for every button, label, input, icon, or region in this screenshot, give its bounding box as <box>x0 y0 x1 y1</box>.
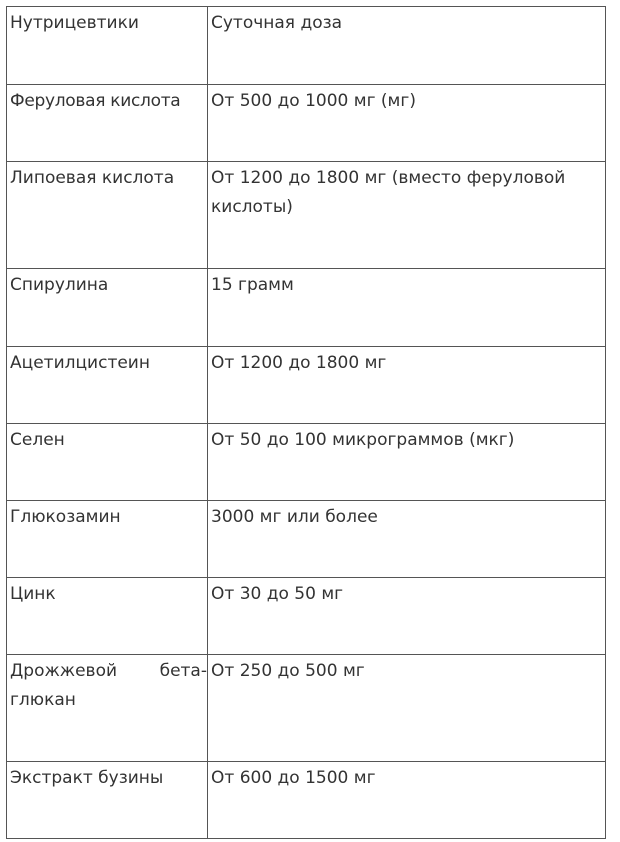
table-row <box>7 85 606 162</box>
table-header-row <box>7 7 606 85</box>
nutrient-name: Дрожжевой бета-глюкан <box>7 655 208 762</box>
table-row <box>7 501 606 578</box>
nutrient-name: Экстракт бузины <box>7 762 208 839</box>
nutrient-dose: От 30 до 50 мг <box>208 578 606 655</box>
nutrient-dose: 3000 мг или более <box>208 501 606 578</box>
nutraceuticals-table <box>6 6 606 839</box>
nutrient-dose: От 50 до 100 микрограммов (мкг) <box>208 424 606 501</box>
nutrient-dose: От 500 до 1000 мг (мг) <box>208 85 606 162</box>
nutrient-name: Селен <box>7 424 208 501</box>
table-row <box>7 578 606 655</box>
table-row <box>7 269 606 347</box>
nutrient-name: Спирулина <box>7 269 208 347</box>
nutrient-name: Цинк <box>7 578 208 655</box>
nutrient-dose: От 600 до 1500 мг <box>208 762 606 839</box>
nutrient-dose: От 1200 до 1800 мг <box>208 347 606 424</box>
nutrient-name: Феруловая кислота <box>7 85 208 162</box>
table-row <box>7 162 606 269</box>
nutrient-dose: 15 грамм <box>208 269 606 347</box>
table-row <box>7 424 606 501</box>
header-daily-dose: Суточная доза <box>208 7 606 85</box>
table-row <box>7 762 606 839</box>
nutrient-name: Глюкозамин <box>7 501 208 578</box>
nutrient-dose: От 250 до 500 мг <box>208 655 606 762</box>
nutrient-name: Ацетилцистеин <box>7 347 208 424</box>
nutrient-name: Липоевая кислота <box>7 162 208 269</box>
table-row <box>7 347 606 424</box>
table-row <box>7 655 606 762</box>
nutrient-dose: От 1200 до 1800 мг (вместо феруловой кислоты) <box>208 162 606 269</box>
header-nutraceuticals: Нутрицевтики <box>7 7 208 85</box>
